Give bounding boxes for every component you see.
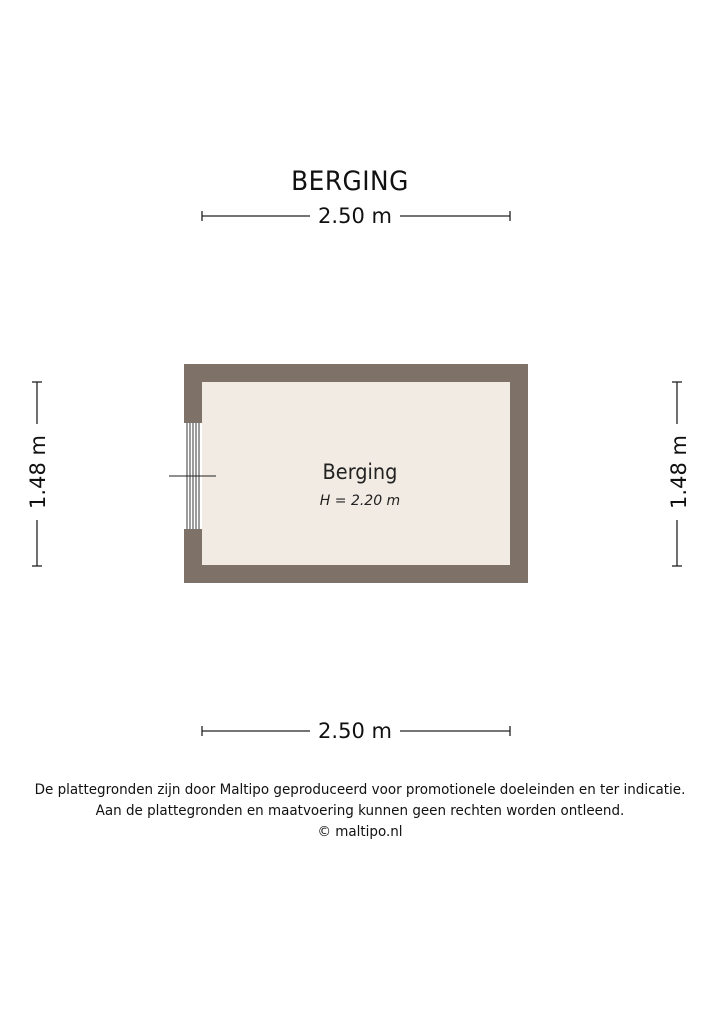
wall-right <box>510 364 528 583</box>
wall-left-upper <box>184 364 202 423</box>
dimension-label-bottom: 2.50 m <box>310 719 400 743</box>
dimension-label-right: 1.48 m <box>667 424 691 520</box>
wall-top <box>184 364 528 382</box>
disclaimer-line-1: De plattegronden zijn door Maltipo geproduceerd voor promotionele doeleinden en ter indicatie. <box>34 782 686 798</box>
room-name: Berging <box>322 460 398 484</box>
disclaimer <box>0 780 720 843</box>
dimension-label-top: 2.50 m <box>310 204 400 228</box>
copyright: © maltipo.nl <box>317 824 403 840</box>
wall-bottom <box>184 565 528 583</box>
room-height: H = 2.20 m <box>319 493 401 509</box>
floorplan-title: BERGING <box>291 166 409 197</box>
dimension-label-left: 1.48 m <box>26 424 50 520</box>
disclaimer-line-2: Aan de plattegronden en maatvoering kunnen geen rechten worden ontleend. <box>95 803 625 819</box>
wall-left-lower <box>184 529 202 583</box>
